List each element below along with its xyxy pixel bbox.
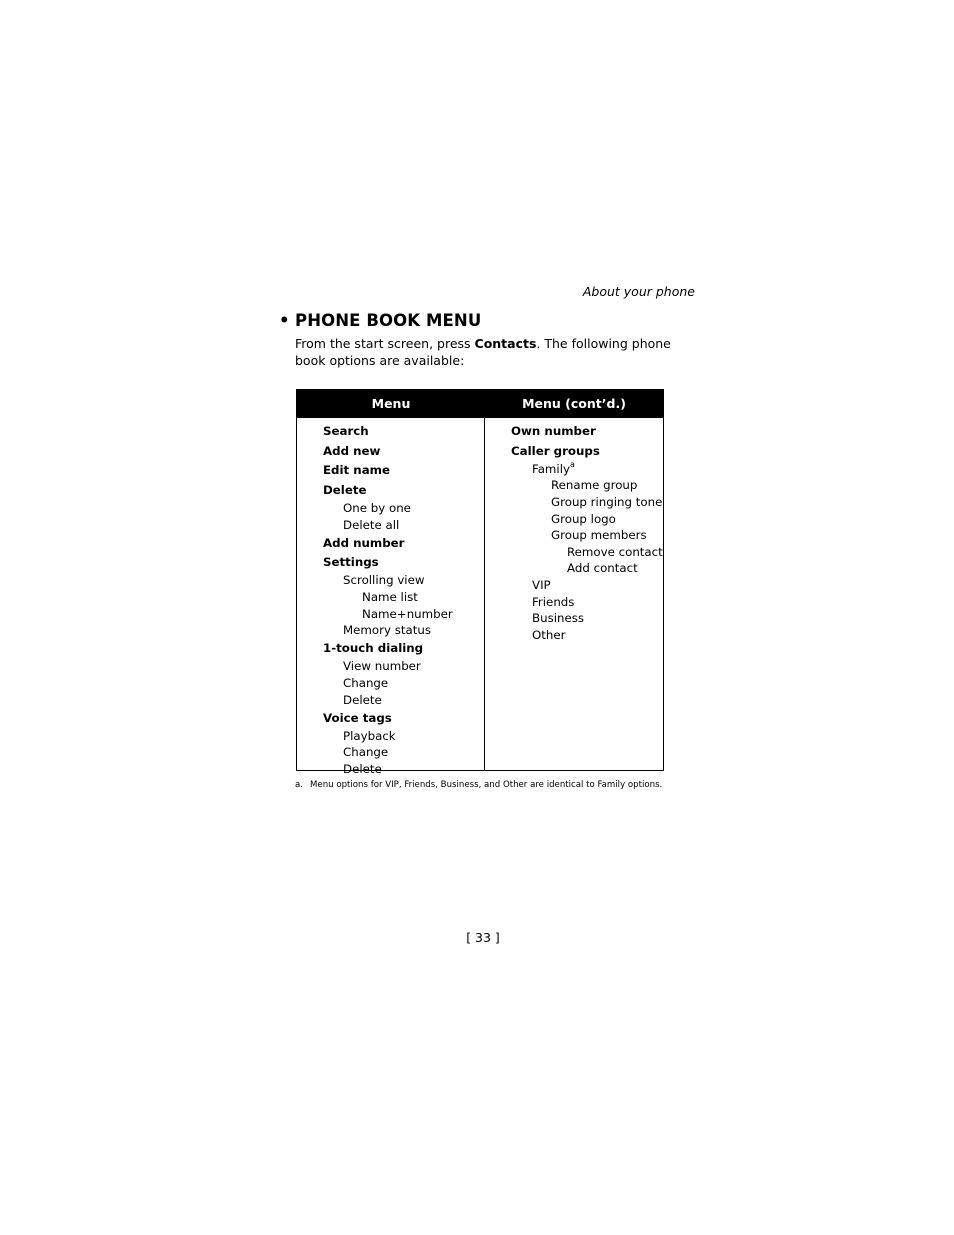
- menu-item-label: View number: [343, 659, 421, 674]
- menu-contd-item: [532, 578, 551, 592]
- menu-item-label: Friends: [532, 594, 575, 609]
- menu-item: [343, 729, 396, 743]
- menu-item-label: Change: [343, 745, 389, 760]
- intro-contacts-key: Contacts: [474, 336, 537, 351]
- menu-item-label: Settings: [323, 555, 379, 570]
- menu-item: [343, 518, 399, 532]
- menu-item: [323, 536, 404, 550]
- menu-item: [343, 573, 425, 587]
- column-divider: [484, 418, 485, 770]
- menu-item: [323, 424, 369, 438]
- menu-contd-item: [532, 459, 575, 476]
- menu-contd-item: [567, 561, 638, 575]
- menu-contd-item: [551, 478, 637, 492]
- menu-item: [343, 659, 421, 673]
- section-title-text: PHONE BOOK MENU: [295, 311, 482, 330]
- menu-item: [343, 623, 431, 637]
- menu-item: [323, 483, 366, 497]
- menu-item: [323, 555, 379, 569]
- menu-item-label: Name list: [362, 589, 418, 604]
- menu-item: [323, 444, 380, 458]
- intro-paragraph: [295, 335, 700, 369]
- menu-item-label: One by one: [343, 500, 411, 515]
- menu-item-label: Delete: [343, 761, 382, 776]
- phone-book-menu-table: [296, 389, 664, 776]
- menu-item-label: Edit name: [323, 463, 390, 478]
- menu-item-label: Other: [532, 627, 566, 642]
- menu-item-label: Name+number: [362, 606, 453, 621]
- menu-item-label: Remove contact: [567, 544, 663, 559]
- page-number: [ 33 ]: [466, 930, 500, 945]
- section-bullet: •: [279, 311, 290, 330]
- intro-text-before: From the start screen, press: [295, 336, 475, 351]
- menu-item: [343, 745, 388, 759]
- menu-item-label: Rename group: [551, 478, 638, 493]
- menu-contd-item: [532, 628, 566, 642]
- footnote-reference: a: [569, 459, 575, 469]
- menu-item: [362, 590, 418, 604]
- menu-item: [323, 711, 392, 725]
- menu-item-label: Search: [323, 424, 369, 438]
- menu-item-label: Voice tags: [323, 710, 392, 725]
- footnote-mark: a.: [295, 780, 303, 790]
- footnote-text: Menu options for VIP, Friends, Business, and Other are identical to Family options.: [310, 780, 663, 790]
- menu-item-label: Own number: [511, 424, 596, 438]
- table-header-menu-contd: Menu (cont’d.): [522, 396, 626, 411]
- menu-contd-item: [511, 424, 596, 438]
- menu-item-label: Business: [532, 611, 585, 626]
- menu-item: [343, 501, 411, 515]
- menu-contd-item: [551, 528, 647, 542]
- menu-contd-item: [551, 495, 662, 509]
- menu-item-label: Group logo: [551, 511, 616, 526]
- menu-item: [343, 762, 382, 776]
- menu-item: [362, 607, 453, 621]
- menu-item-label: Delete all: [343, 517, 400, 532]
- menu-item-label: Playback: [343, 728, 396, 743]
- menu-item-label: Add contact: [567, 561, 638, 576]
- menu-item-label: Family: [532, 461, 570, 476]
- menu-contd-item: [532, 595, 574, 609]
- menu-item-label: Group members: [551, 528, 647, 543]
- menu-item-label: Memory status: [343, 623, 431, 638]
- menu-item-label: 1-touch dialing: [323, 641, 424, 656]
- menu-contd-item: [532, 611, 584, 625]
- menu-item: [323, 641, 423, 655]
- menu-item-label: Group ringing tone: [551, 494, 663, 509]
- menu-item-label: Scrolling view: [343, 573, 425, 588]
- menu-item-label: Add new: [323, 443, 381, 458]
- menu-item: [343, 693, 382, 707]
- footnote: [295, 780, 662, 790]
- running-header: About your phone: [582, 284, 695, 299]
- menu-item-label: VIP: [532, 577, 551, 592]
- menu-item-label: Change: [343, 675, 389, 690]
- menu-contd-item: [551, 512, 616, 526]
- menu-contd-item: [567, 545, 663, 559]
- menu-item-label: Delete: [343, 692, 382, 707]
- menu-item-label: Caller groups: [511, 443, 600, 458]
- menu-contd-item: [511, 444, 600, 458]
- table-header-menu: Menu: [371, 396, 411, 411]
- table-header-row: [297, 390, 663, 418]
- menu-item: [323, 463, 390, 477]
- intro-text-after: . The following phone book options are available:: [295, 336, 671, 368]
- section-title: [279, 311, 481, 330]
- menu-item-label: Add number: [323, 535, 405, 550]
- menu-item-label: Delete: [323, 482, 367, 497]
- menu-item: [343, 676, 388, 690]
